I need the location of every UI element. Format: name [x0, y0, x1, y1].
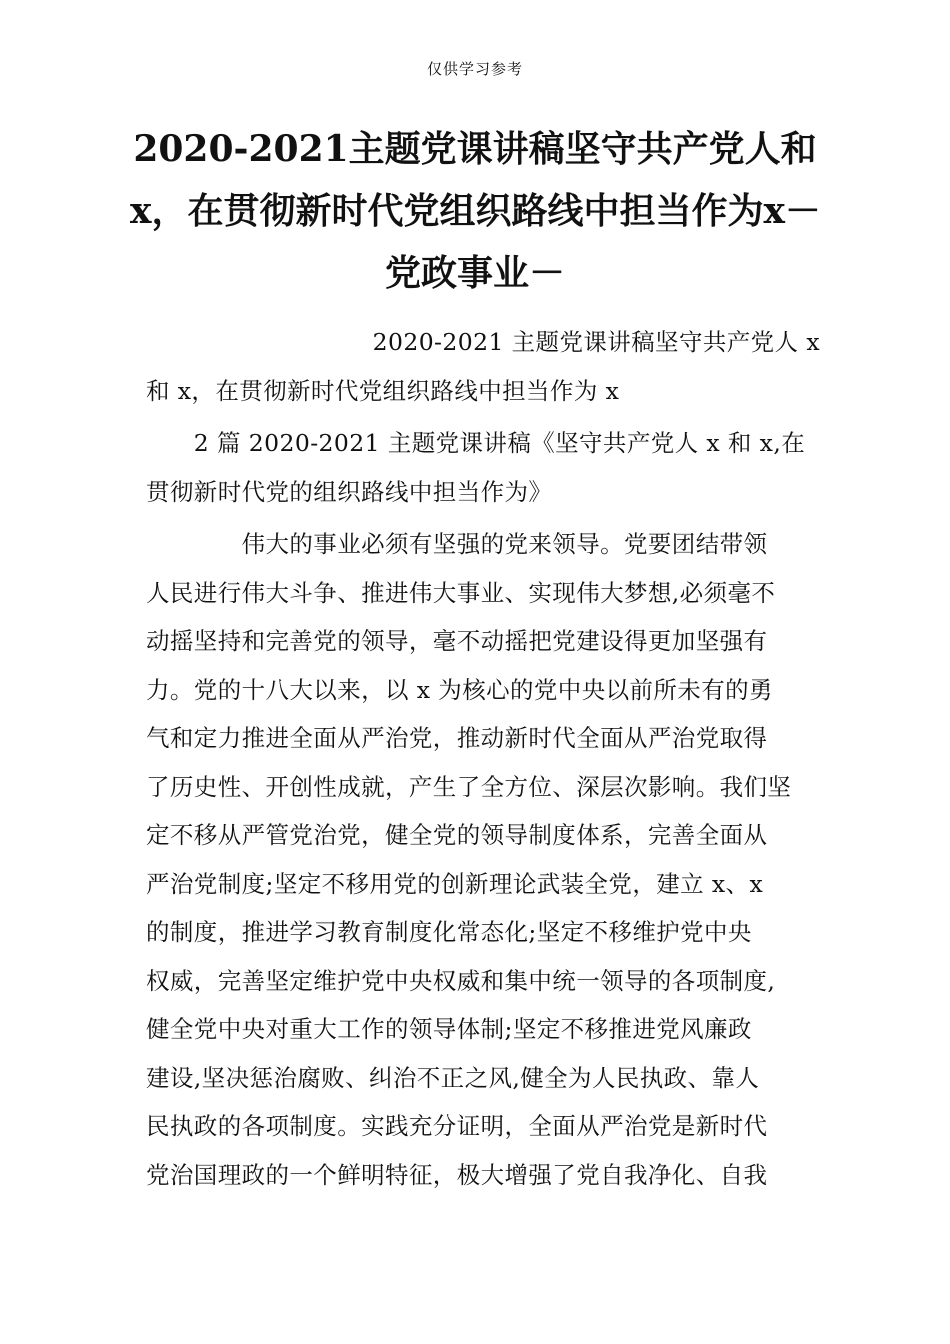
title-line: 党政事业－ [384, 252, 565, 294]
body-line: 严治党制度;坚定不移用党的创新理论武装全党，建立 x、x [146, 869, 764, 898]
body-line: 力。党的十八大以来，以 x 为核心的党中央以前所未有的勇 [146, 675, 773, 704]
body-line: 健全党中央对重大工作的领导体制;坚定不移推进党风廉政 [146, 1015, 752, 1043]
body-line: 党治国理政的一个鲜明特征，极大增强了党自我净化、自我 [146, 1160, 768, 1189]
subtitle-line: 2020-2021 主题党课讲稿坚守共产党人 x [372, 328, 820, 356]
subtitle-line: 和 x，在贯彻新时代党组织路线中担当作为 x [146, 376, 620, 405]
body-line: 民执政的各项制度。实践充分证明，全面从严治党是新时代 [146, 1112, 768, 1140]
body-line: 的制度，推进学习教育制度化常态化;坚定不移维护党中央 [146, 918, 752, 946]
body-line: 伟大的事业必须有坚强的党来领导。党要团结带领 [146, 530, 768, 558]
title-line: 2020-2021主题党课讲稿坚守共产党人和 [133, 128, 817, 170]
title-line: x，在贯彻新时代党组织路线中担当作为x－ [130, 190, 821, 232]
document-body [146, 318, 826, 1199]
body-line: 气和定力推进全面从严治党，推动新时代全面从严治党取得 [146, 724, 768, 752]
intro-line: 2 篇 2020-2021 主题党课讲稿《坚守共产党人 x 和 x,在 [146, 429, 806, 457]
body-line: 人民进行伟大斗争、推进伟大事业、实现伟大梦想,必须毫不 [146, 578, 776, 607]
intro-line: 贯彻新时代党的组织路线中担当作为》 [146, 477, 553, 506]
body-line: 定不移从严管党治党，健全党的领导制度体系，完善全面从 [146, 821, 768, 849]
page-header: 仅供学习参考 [426, 60, 523, 78]
body-line: 权威，完善坚定维护党中央权威和集中统一领导的各项制度, [146, 966, 776, 995]
body-line: 建设,坚决惩治腐败、纠治不正之风,健全为人民执政、靠人 [146, 1063, 760, 1092]
subtitle [146, 318, 826, 415]
body-line: 动摇坚持和完善党的领导，毫不动摇把党建设得更加坚强有 [146, 627, 768, 655]
body-line: 了历史性、开创性成就，产生了全方位、深层次影响。我们坚 [146, 772, 792, 801]
intro-paragraph [146, 419, 826, 516]
document-title [130, 118, 820, 304]
body-paragraph [146, 520, 826, 1199]
